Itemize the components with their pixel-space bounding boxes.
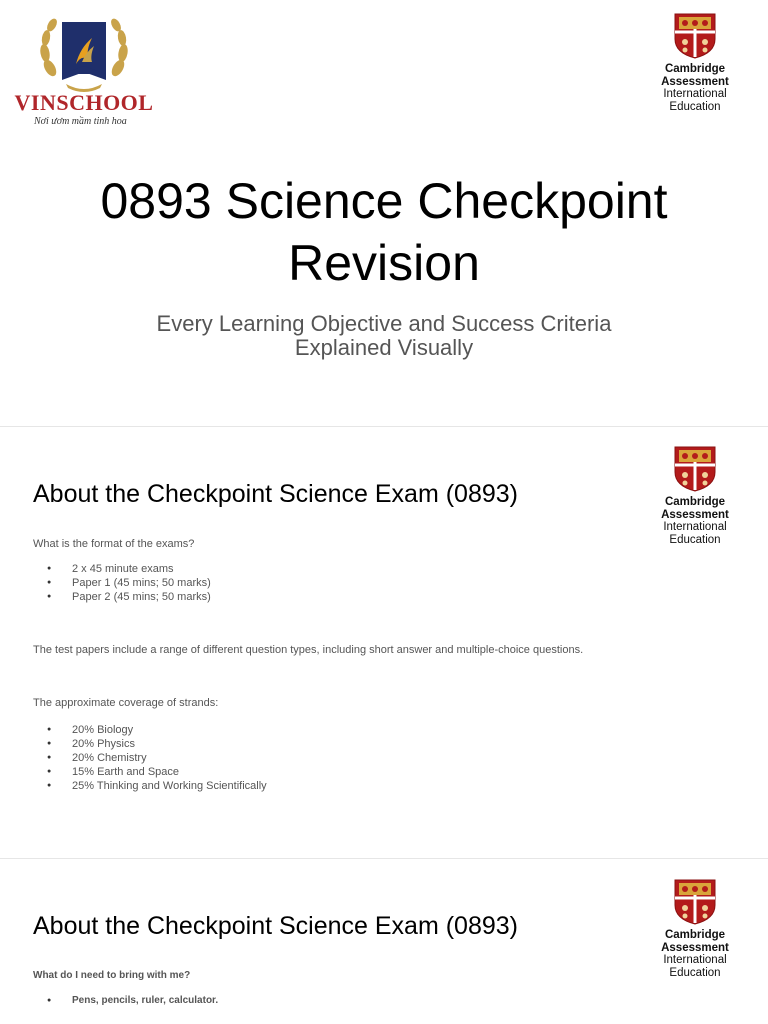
cambridge-shield-icon (674, 879, 716, 925)
vinschool-emblem-icon (36, 8, 132, 94)
cambridge-line3: International (663, 521, 727, 533)
list-item: ● 20% Physics (33, 737, 267, 751)
list-item: ● 20% Chemistry (33, 751, 267, 765)
cambridge-line1: Cambridge (664, 63, 726, 75)
subtitle-line1: Every Learning Objective and Success Criteria (156, 311, 612, 336)
format-question: What is the format of the exams? (33, 538, 195, 550)
list-item: ● Paper 1 (45 mins; 50 marks) (33, 576, 211, 590)
page-title (0, 170, 768, 294)
section-heading: About the Checkpoint Science Exam (0893) (33, 912, 518, 940)
list-item: ● 20% Biology (33, 723, 267, 737)
cambridge-logo (650, 879, 740, 979)
cambridge-logo (650, 446, 740, 546)
cambridge-line2: Assessment (661, 508, 729, 521)
cambridge-logo (650, 13, 740, 113)
coverage-label: The approximate coverage of strands: (33, 697, 219, 709)
bring-list (33, 994, 218, 1008)
cambridge-line1: Cambridge (664, 929, 726, 941)
format-list (33, 562, 211, 604)
cambridge-line1: Cambridge (664, 496, 726, 508)
section-heading: About the Checkpoint Science Exam (0893) (33, 480, 518, 508)
cambridge-line4: Education (669, 966, 721, 979)
list-item: ● Pens, pencils, ruler, calculator. (33, 994, 218, 1008)
list-item: ● Paper 2 (45 mins; 50 marks) (33, 590, 211, 604)
cambridge-line4: Education (669, 100, 721, 113)
cambridge-line4: Education (669, 533, 721, 546)
subtitle-line2: Explained Visually (294, 335, 474, 360)
bring-question: What do I need to bring with me? (33, 970, 191, 981)
vinschool-wordmark: VINSCHOOL (14, 90, 154, 115)
cambridge-line3: International (663, 954, 727, 966)
cambridge-line2: Assessment (661, 941, 729, 954)
question-types-text: The test papers include a range of different question types, including short answer and multiple-choice questions. (33, 644, 584, 656)
title-line1: 0893 Science Checkpoint (100, 173, 668, 229)
slide-divider (0, 858, 768, 859)
coverage-list (33, 723, 267, 793)
slide-divider (0, 426, 768, 427)
cambridge-shield-icon (674, 13, 716, 59)
title-line2: Revision (288, 235, 480, 291)
vinschool-logo (14, 8, 154, 127)
title-slide (0, 0, 768, 420)
cambridge-line3: International (663, 88, 727, 100)
cambridge-line2: Assessment (661, 75, 729, 88)
list-item: ● 2 x 45 minute exams (33, 562, 211, 576)
cambridge-shield-icon (674, 446, 716, 492)
vinschool-tagline: Nơi ươm mầm tinh hoa (34, 116, 127, 127)
list-item: ● 15% Earth and Space (33, 765, 267, 779)
page-subtitle (0, 312, 768, 360)
exam-info-slide (0, 432, 768, 852)
exam-requirements-slide (0, 864, 768, 1024)
list-item: ● 25% Thinking and Working Scientifically (33, 779, 267, 793)
